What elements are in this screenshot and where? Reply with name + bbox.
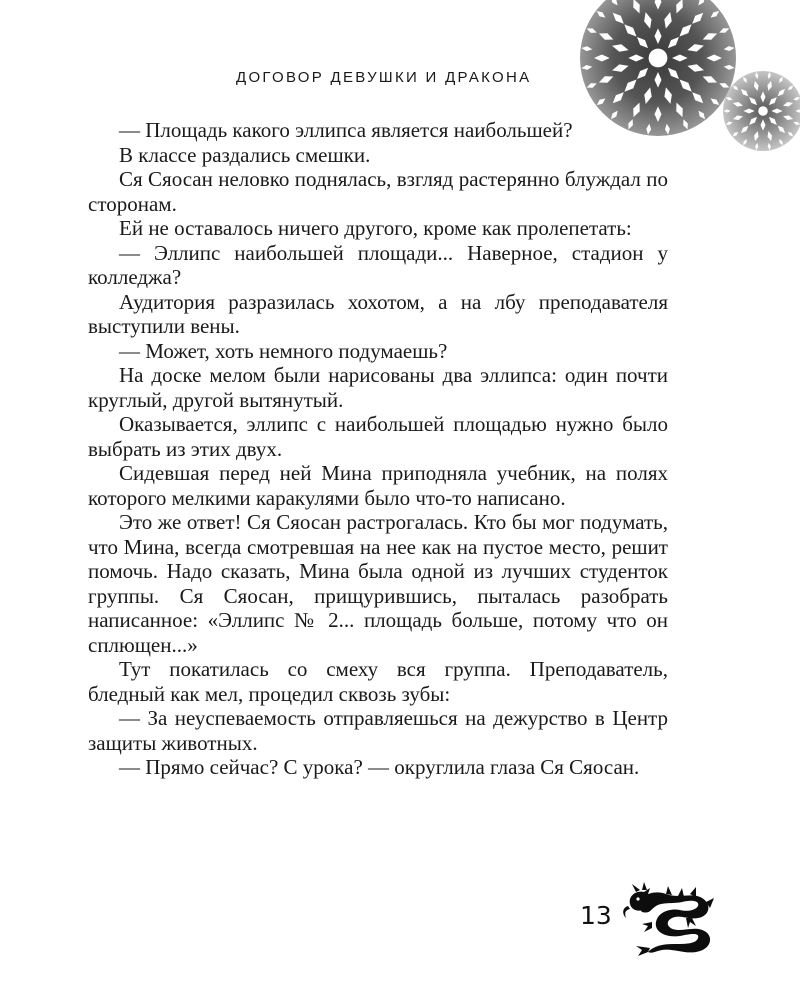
paragraph: Ся Сяосан неловко поднялась, взгляд растерянно блуждал по сторонам. [88,167,668,216]
paragraph: — Прямо сейчас? С урока? — округлила глаза Ся Сяосан. [119,755,640,779]
ornament-small-icon [722,70,800,152]
ornament-center [758,106,768,116]
paragraph: — За неуспеваемость отправляешься на дежурство в Центр защиты животных. [88,706,668,755]
paragraph: В классе раздались смешки. [119,142,371,167]
paragraph: На доске мелом были нарисованы два эллипса: один почти круглый, другой вытянутый. [88,363,668,412]
paragraph: Это же ответ! Ся Сяосан растрогалась. Кто бы мог подумать, что Мина, всегда смотревшая на нее как на пустое место, решит помочь. Надо сказать, Мина была одной из лучших студенток группы. Ся Сяосан, прищурившись, пыталась разобрать написанное: «Эллипс № 2... площадь больше, потому что он сплющен...» [88,510,668,657]
dragon-icon [622,882,718,956]
paragraph: — Площадь какого эллипса является наибольшей? [119,118,573,142]
body-text [88,118,668,780]
paragraph: Аудитория разразилась хохотом, а на лбу преподавателя выступили вены. [88,289,668,338]
paragraph: — Может, хоть немного подумаешь? [119,338,448,363]
paragraph: Оказывается, эллипс с наибольшей площадью нужно было выбрать из этих двух. [88,412,668,461]
ornament-center [649,49,668,68]
paragraph: Тут покатилась со смеху вся группа. Преподаватель, бледный как мел, процедил сквозь зубы: [88,657,668,706]
page-number: 13 [580,901,612,930]
running-head: ДОГОВОР ДЕВУШКИ И ДРАКОНА [236,69,532,86]
paragraph: — Эллипс наибольшей площади... Наверное, стадион у колледжа? [88,240,668,289]
paragraph: Сидевшая перед ней Мина приподняла учебник, на полях которого мелкими каракулями было что-то написано. [88,461,668,510]
paragraph: Ей не оставалось ничего другого, кроме как пролепетать: [119,216,632,240]
